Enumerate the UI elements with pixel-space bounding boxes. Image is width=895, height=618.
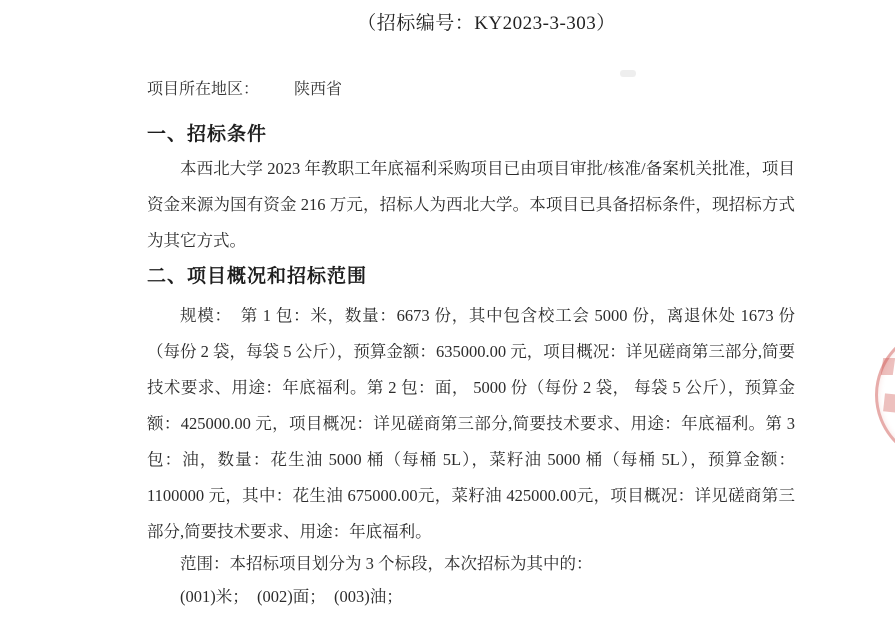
region-label: 项目所在地区： — [147, 81, 260, 98]
section-1-heading: 一、招标条件 — [147, 124, 268, 145]
scope-paragraph: 范围：本招标项目划分为 3 个标段，本次招标为其中的： — [180, 554, 593, 573]
lots-line: (001)米； (002)面； (003)油； — [180, 587, 403, 606]
red-seal-glyph-fragment — [881, 358, 895, 375]
tender-number-line: （招标编号：KY2023-3-303） — [357, 13, 616, 34]
scale-paragraph: 规模： 第 1 包：米，数量：6673 份，其中包含校工会 5000 份，离退休处 1673 份（每份 2 袋，每袋 5 公斤），预算金额：635000.00 元，项目概况：详见磋商第三部分,简要技术要求、用途：年底福利。第 2 包：面， 5000 份（每份 2 袋， 每袋 5 公斤），预算金额：425000.00 元，项目概况：详见磋商第三部分,简要技术要求、用途：年底福利。第 3 包：油，数量：花生油 5000 桶（每桶 5L），菜籽油 5000 桶（每桶 5L），预算金额：1100000 元，其中：花生油 675000.00元，菜籽油 425000.00元，项目概况：详见磋商第三部分,简要技术要求、用途：年底福利。 — [147, 306, 795, 541]
section-1-paragraph: 本西北大学 2023 年教职工年底福利采购项目已由项目审批/核准/备案机关批准，项目资金来源为国有资金 216 万元，招标人为西北大学。本项目已具备招标条件，现招标方式为其它方式。 — [147, 159, 795, 250]
red-seal-glyph-fragment — [883, 393, 895, 412]
section-2-heading: 二、项目概况和招标范围 — [147, 266, 368, 287]
scan-smudge — [620, 70, 636, 77]
project-region-line — [147, 76, 342, 99]
region-value: 陕西省 — [294, 81, 343, 98]
